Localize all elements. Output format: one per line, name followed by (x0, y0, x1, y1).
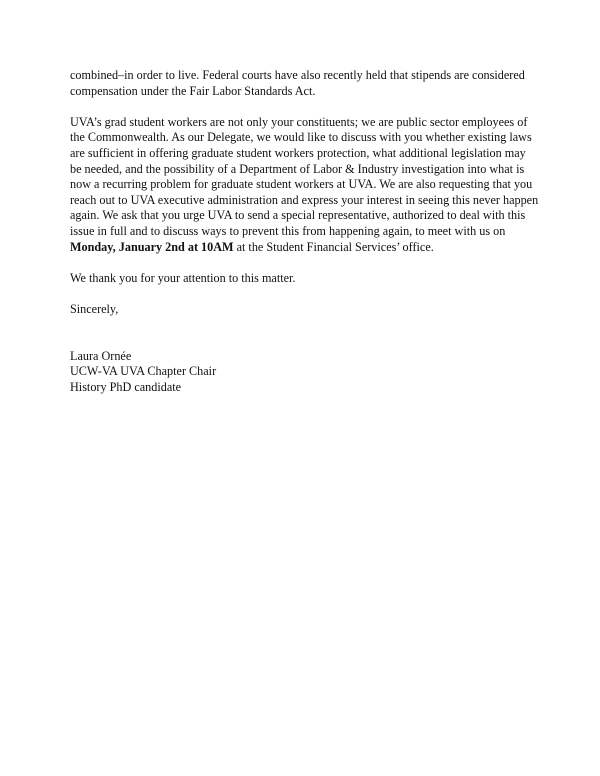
meeting-date-emphasis: Monday, January 2nd at 10AM (70, 239, 234, 254)
request-text-before: UVA’s grad student workers are not only your constituents; we are public sector employees of the Commonwealth. As our Delegate, we would like to discuss with you whether existing laws are sufficient in offering graduate student workers protection, what additional legislation may be needed, and the possibility of a Department of Labor & Industry investigation into what is now a recurring problem for graduate student workers at UVA. We are also requesting that you reach out to UVA executive administration and express your interest in seeing this never happen again. We ask that you urge UVA to send a special representative, authorized to deal with this issue in full and to discuss ways to prevent this from happening again, to meet with us on (70, 114, 539, 238)
paragraph-fair-labor: combined–in order to live. Federal courts have also recently held that stipends are considered compensation under the Fair Labor Standards Act. (70, 68, 525, 98)
paragraph-thanks: We thank you for your attention to this matter. (70, 270, 296, 285)
letter-body (70, 68, 540, 395)
signature-title: UCW-VA UVA Chapter Chair (70, 364, 217, 379)
signature-block (70, 349, 540, 396)
signature-role: History PhD candidate (70, 379, 182, 394)
paragraph-request (70, 115, 540, 255)
request-text-after: at the Student Financial Services’ office. (233, 239, 434, 254)
closing-salutation: Sincerely, (70, 301, 119, 316)
signature-name: Laura Ornée (70, 348, 132, 363)
